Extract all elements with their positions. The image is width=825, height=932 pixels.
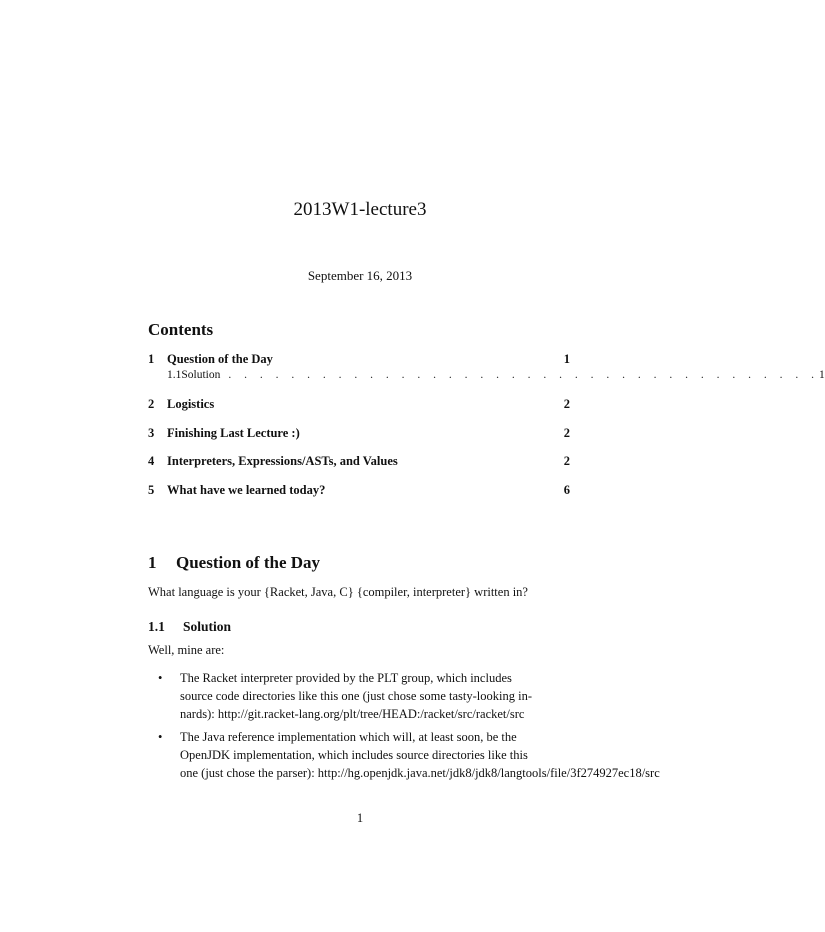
section-paragraph: What language is your {Racket, Java, C} {compiler, interpreter} written in? [148,585,528,599]
toc-entry-page: 2 [563,426,570,440]
toc-leader-dots: . . . . . . . . . . . . . . . . . . . . . . . . . . . . . . . . . . . . . . [228,369,819,381]
bullet-line: The Java reference implementation which will, at least soon, be the [180,730,517,744]
bullet-link-line[interactable]: nards): http://git.racket-lang.org/plt/tree/HEAD:/racket/src/racket/src [180,707,525,721]
toc-entry-title: What have we learned today? [167,483,326,497]
subsection-title: Solution [183,619,232,634]
toc-entry-page: 1 [818,369,825,381]
toc-entry[interactable] [148,483,570,498]
bullet-line: The Racket interpreter provided by the PLT group, which includes [180,671,512,685]
section-title: Question of the Day [176,553,321,572]
document-date: September 16, 2013 [307,268,413,283]
toc-entry-page: 6 [563,483,570,497]
toc-entry[interactable] [148,454,570,469]
toc-entry-title: Interpreters, Expressions/ASTs, and Values [167,454,398,468]
contents-heading: Contents [148,320,214,339]
toc-entry-page: 1 [563,352,570,366]
subsection-intro: Well, mine are: [148,643,225,657]
toc-entry[interactable] [148,352,570,367]
bullet-item [158,669,598,723]
bullet-item [158,728,698,782]
bullet-link-line[interactable]: one (just chose the parser): http://hg.openjdk.java.net/jdk8/jdk8/langtools/file/3f274927ec18/src [180,766,660,780]
subsection-number: 1.1 [148,619,165,634]
subsection-heading [148,619,231,635]
bullet-line: source code directories like this one (just chose some tasty-looking in- [180,689,532,703]
toc-entry-title: Solution [181,369,221,381]
toc-entry-page: 2 [563,454,570,468]
toc-entry[interactable] [148,426,570,441]
toc-entry[interactable] [148,397,570,412]
toc-subentry[interactable] [167,369,825,381]
toc-entry-title: Logistics [167,397,215,411]
toc-entry-title: Finishing Last Lecture :) [167,426,300,440]
toc-entry-number: 1.1 [167,369,182,381]
toc-entry-page: 2 [563,397,570,411]
section-number: 1 [148,553,157,572]
toc-entry-number: 2 [148,397,155,411]
toc-entry-number: 1 [148,352,155,366]
toc-entry-title: Question of the Day [167,352,273,366]
bullet-line: OpenJDK implementation, which includes source directories like this [180,748,528,762]
document-title: 2013W1-lecture3 [293,199,427,220]
toc-entry-number: 5 [148,483,155,497]
page-number: 1 [356,811,364,825]
bullet-icon: • [158,671,163,685]
section-heading [148,553,320,573]
toc-entry-number: 4 [148,454,155,468]
toc-entry-number: 3 [148,426,155,440]
bullet-icon: • [158,730,163,744]
